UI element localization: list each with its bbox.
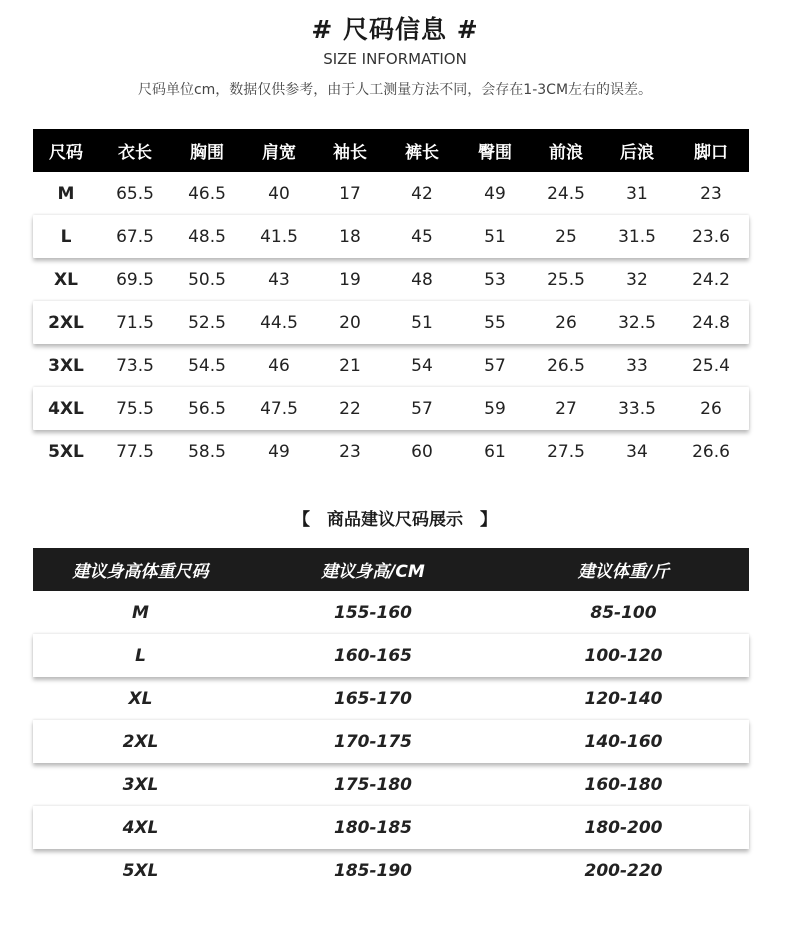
- value-cell: 23: [700, 183, 722, 204]
- weight-cell: 160-180: [584, 774, 663, 795]
- size-cell: L: [60, 226, 72, 247]
- value-cell: 24.2: [692, 269, 730, 290]
- height-cell: 175-180: [333, 774, 413, 795]
- height-cell: 180-185: [333, 817, 413, 838]
- value-cell: 71.5: [116, 312, 154, 333]
- value-cell: 27.5: [547, 441, 585, 462]
- page-title: # 尺码信息 #: [311, 15, 479, 44]
- value-cell: 43: [268, 269, 290, 290]
- table-row: [33, 677, 749, 720]
- value-cell: 31.5: [618, 226, 656, 247]
- value-cell: 59: [484, 398, 506, 419]
- weight-cell: 85-100: [590, 602, 657, 623]
- value-cell: 49: [268, 441, 290, 462]
- value-cell: 33.5: [618, 398, 656, 419]
- size-cell: 4XL: [48, 398, 84, 419]
- value-cell: 46.5: [188, 183, 226, 204]
- column-header: 裤长: [405, 143, 439, 163]
- value-cell: 47.5: [260, 398, 298, 419]
- value-cell: 24.8: [692, 312, 730, 333]
- table-row: [33, 258, 749, 301]
- value-cell: 22: [339, 398, 361, 419]
- height-cell: 185-190: [333, 860, 413, 881]
- column-header: 袖长: [333, 143, 367, 163]
- value-cell: 57: [411, 398, 433, 419]
- column-header: 肩宽: [262, 143, 296, 163]
- table-row: [33, 301, 749, 344]
- value-cell: 26: [700, 398, 722, 419]
- height-cell: 155-160: [333, 602, 413, 623]
- size-cell: 3XL: [48, 355, 84, 376]
- value-cell: 24.5: [547, 183, 585, 204]
- size-cell: 5XL: [48, 441, 84, 462]
- value-cell: 17: [339, 183, 361, 204]
- value-cell: 58.5: [188, 441, 226, 462]
- value-cell: 18: [339, 226, 361, 247]
- height-cell: 170-175: [333, 731, 413, 752]
- value-cell: 19: [339, 269, 361, 290]
- value-cell: 51: [411, 312, 433, 333]
- value-cell: 31: [626, 183, 648, 204]
- value-cell: 51: [484, 226, 506, 247]
- weight-cell: 100-120: [584, 645, 663, 666]
- column-header: 脚口: [694, 143, 728, 163]
- column-header: 尺码: [49, 143, 83, 163]
- value-cell: 77.5: [116, 441, 154, 462]
- value-cell: 23.6: [692, 226, 730, 247]
- column-header: 臀围: [478, 143, 512, 163]
- value-cell: 53: [484, 269, 506, 290]
- value-cell: 25.4: [692, 355, 730, 376]
- value-cell: 32: [626, 269, 648, 290]
- size-cell: XL: [128, 688, 153, 709]
- size-cell: M: [132, 602, 149, 623]
- size-table-header: [33, 129, 749, 172]
- size-cell: 3XL: [122, 774, 159, 795]
- height-cell: 165-170: [333, 688, 413, 709]
- value-cell: 48: [411, 269, 433, 290]
- size-table: [33, 129, 749, 473]
- value-cell: 27: [555, 398, 577, 419]
- value-cell: 32.5: [618, 312, 656, 333]
- column-header: 建议身高体重尺码: [72, 562, 209, 582]
- value-cell: 26: [555, 312, 577, 333]
- column-header: 前浪: [549, 143, 583, 163]
- recommendation-table-header: [33, 548, 749, 591]
- column-header: 胸围: [190, 143, 224, 163]
- value-cell: 48.5: [188, 226, 226, 247]
- value-cell: 69.5: [116, 269, 154, 290]
- value-cell: 65.5: [116, 183, 154, 204]
- value-cell: 50.5: [188, 269, 226, 290]
- value-cell: 60: [411, 441, 433, 462]
- value-cell: 67.5: [116, 226, 154, 247]
- table-row: [33, 720, 749, 763]
- table-row: [33, 172, 749, 215]
- value-cell: 54: [411, 355, 433, 376]
- size-cell: 2XL: [122, 731, 159, 752]
- table-row: [33, 344, 749, 387]
- weight-cell: 120-140: [584, 688, 663, 709]
- table-row: [33, 806, 749, 849]
- value-cell: 45: [411, 226, 433, 247]
- weight-cell: 180-200: [584, 817, 663, 838]
- value-cell: 75.5: [116, 398, 154, 419]
- value-cell: 57: [484, 355, 506, 376]
- table-row: [33, 763, 749, 806]
- value-cell: 44.5: [260, 312, 298, 333]
- column-header: 建议身高/CM: [321, 562, 425, 582]
- value-cell: 55: [484, 312, 506, 333]
- column-header: 衣长: [118, 143, 152, 163]
- value-cell: 54.5: [188, 355, 226, 376]
- value-cell: 20: [339, 312, 361, 333]
- height-cell: 160-165: [333, 645, 413, 666]
- value-cell: 42: [411, 183, 433, 204]
- table-row: [33, 430, 749, 473]
- table-row: [33, 215, 749, 258]
- size-cell: 2XL: [48, 312, 84, 333]
- table-row: [33, 387, 749, 430]
- value-cell: 34: [626, 441, 648, 462]
- table-row: [33, 591, 749, 634]
- value-cell: 49: [484, 183, 506, 204]
- value-cell: 73.5: [116, 355, 154, 376]
- column-header: 后浪: [620, 143, 654, 163]
- size-cell: 4XL: [122, 817, 159, 838]
- value-cell: 26.6: [692, 441, 730, 462]
- measurement-note: 尺码单位cm，数据仅供参考，由于人工测量方法不同，会存在1-3CM左右的误差。: [137, 82, 653, 98]
- weight-cell: 140-160: [584, 731, 663, 752]
- size-cell: XL: [54, 269, 78, 290]
- value-cell: 25: [555, 226, 577, 247]
- value-cell: 41.5: [260, 226, 298, 247]
- value-cell: 33: [626, 355, 648, 376]
- column-header: 建议体重/斤: [577, 562, 670, 582]
- value-cell: 40: [268, 183, 290, 204]
- table-row: [33, 849, 749, 892]
- value-cell: 56.5: [188, 398, 226, 419]
- value-cell: 52.5: [188, 312, 226, 333]
- value-cell: 61: [484, 441, 506, 462]
- weight-cell: 200-220: [584, 860, 663, 881]
- value-cell: 25.5: [547, 269, 585, 290]
- page-subtitle: SIZE INFORMATION: [323, 50, 467, 68]
- value-cell: 46: [268, 355, 290, 376]
- value-cell: 26.5: [547, 355, 585, 376]
- size-cell: L: [135, 645, 146, 666]
- size-cell: 5XL: [122, 860, 159, 881]
- recommendation-table: [33, 548, 749, 892]
- recommendation-title: 【 商品建议尺码展示 】: [293, 510, 497, 530]
- value-cell: 21: [339, 355, 361, 376]
- size-cell: M: [57, 183, 75, 204]
- table-row: [33, 634, 749, 677]
- value-cell: 23: [339, 441, 361, 462]
